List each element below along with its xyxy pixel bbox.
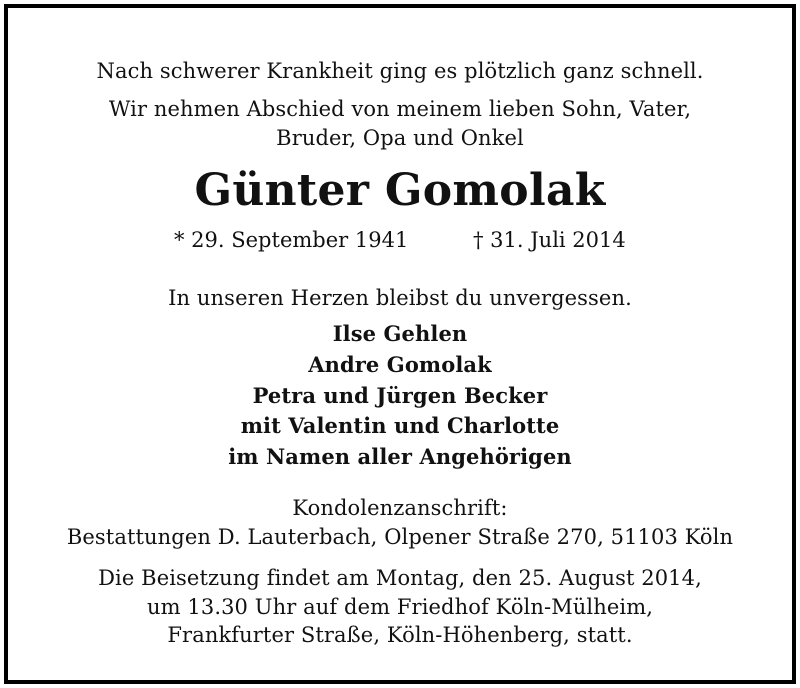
funeral-line-3: Frankfurter Straße, Köln-Höhenberg, statt. [167,623,633,647]
mourner-3: Petra und Jürgen Becker [252,383,548,408]
life-dates [8,227,792,253]
mourner-2: Andre Gomolak [308,352,492,377]
intro-line-2: Wir nehmen Abschied von meinem lieben Sohn, Vater, [108,97,692,121]
intro-line-3: Bruder, Opa und Onkel [276,126,524,150]
mourner-1: Ilse Gehlen [332,321,468,346]
deceased-name: Günter Gomolak [194,165,606,216]
condolence-label: Kondolenzanschrift: [292,496,508,520]
death-date: † 31. Juli 2014 [473,228,626,252]
memorial-line: In unseren Herzen bleibst du unvergessen. [168,286,632,310]
intro-line-1: Nach schwerer Krankheit ging es plötzlich ganz schnell. [96,59,704,83]
mourner-4: mit Valentin und Charlotte [240,413,560,438]
condolence-address: Bestattungen D. Lauterbach, Olpener Straße 270, 51103 Köln [66,525,734,549]
funeral-line-2: um 13.30 Uhr auf dem Friedhof Köln-Mülheim, [146,595,653,619]
birth-date: * 29. September 1941 [174,228,409,252]
obituary-notice [4,4,796,684]
mourner-5: im Namen aller Angehörigen [228,444,572,469]
funeral-line-1: Die Beisetzung findet am Montag, den 25. August 2014, [98,566,702,590]
